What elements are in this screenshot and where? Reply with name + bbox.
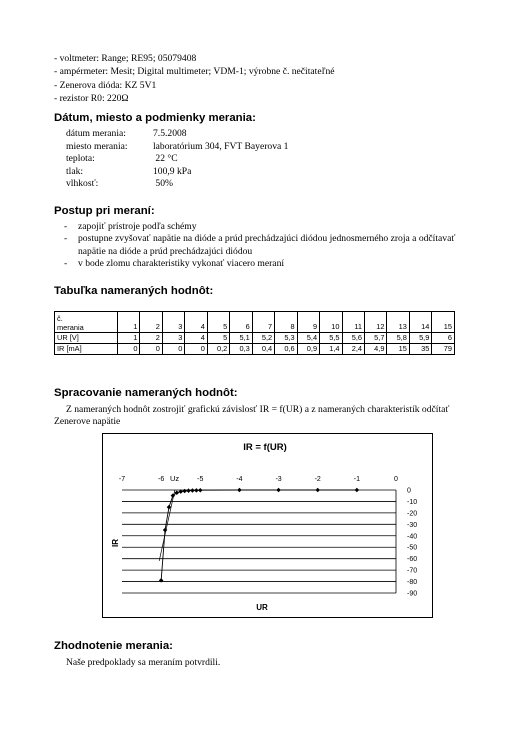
chart-y-tick-label: -40	[407, 533, 418, 541]
table-cell: 8	[275, 312, 297, 333]
table-cell: 5,4	[297, 333, 319, 344]
table-cell: 4,9	[364, 344, 386, 355]
table-cell: 0	[140, 344, 162, 355]
chart	[102, 433, 433, 618]
condition-value: 50%	[153, 178, 173, 190]
table-cell: 5,6	[342, 333, 364, 344]
condition-row	[66, 141, 288, 154]
condition-label: dátum merania:	[66, 128, 126, 139]
condition-row	[66, 178, 288, 191]
table-cell: 0	[118, 344, 140, 355]
chart-x-tick-label: -7	[118, 476, 126, 483]
chart-y-tick-label: -80	[407, 579, 418, 587]
table-cell: 11	[342, 312, 364, 333]
condition-row	[66, 153, 288, 166]
condition-value: 7.5.2008	[153, 128, 187, 139]
procedure-step-text: postupne zvyšovať napätie na dióde a prúd prechádzajúci diódou jednosmerného zroja a odčítavať napätie na dióde a prúd prechádzajúci diódou	[78, 233, 456, 257]
table-cell: 0,4	[252, 344, 274, 355]
equipment-list	[54, 52, 335, 106]
condition-value: 100,9 kPa	[153, 165, 192, 177]
chart-y-tick-label: -60	[407, 556, 418, 564]
table-cell: 0	[162, 344, 184, 355]
chart-x-tick-label: -1	[353, 476, 360, 483]
procedure-list	[64, 221, 484, 271]
table-cell: 35	[409, 344, 431, 355]
table-cell: 5,3	[275, 333, 297, 344]
table-row	[55, 333, 455, 344]
processing-heading: Spracovanie nameraných hodnôt:	[54, 387, 238, 399]
table-cell: 0,9	[297, 344, 319, 355]
table-cell: 15	[432, 312, 455, 333]
condition-row	[66, 166, 288, 179]
table-cell: 6	[432, 333, 455, 344]
table-cell: 2	[140, 333, 162, 344]
equipment-item: - ampérmeter: Mesit; Digital multimeter; VDM-1; výrobne č. nečitateľné	[54, 66, 335, 78]
condition-value: 22 °C	[153, 153, 178, 165]
table-cell: 1	[118, 312, 140, 333]
condition-label: vlhkosť:	[66, 178, 99, 190]
chart-x-tick-label: 0	[394, 476, 398, 483]
table-row	[55, 312, 455, 333]
chart-y-tick-label: 0	[407, 487, 411, 495]
chart-title: IR = f(UR)	[243, 442, 287, 453]
table-cell: 3	[162, 312, 184, 333]
table-cell: 5,2	[252, 333, 274, 344]
table-cell: 15	[387, 344, 409, 355]
chart-y-tick-label: -90	[407, 590, 418, 598]
measurement-table	[54, 311, 455, 355]
condition-row	[66, 128, 288, 141]
table-cell: 13	[387, 312, 409, 333]
chart-x-label: UR	[256, 603, 268, 612]
table-cell: 0,3	[230, 344, 252, 355]
procedure-heading: Postup pri meraní:	[54, 205, 155, 217]
condition-label: miesto merania:	[66, 140, 128, 152]
table-cell: 12	[364, 312, 386, 333]
conclusion-text: Naše predpoklady sa meraním potvrdili.	[66, 657, 221, 668]
chart-x-tick-label: -6	[158, 476, 165, 483]
table-cell: 0,6	[275, 344, 297, 355]
table-cell: 1	[118, 333, 140, 344]
table-cell: 0	[185, 344, 207, 355]
chart-y-tick-label: -10	[407, 498, 418, 506]
table-row	[55, 344, 455, 355]
table-cell: 3	[162, 333, 184, 344]
table-cell: 2	[140, 312, 162, 333]
chart-y-label: IR	[111, 539, 120, 547]
table-cell: 5,5	[320, 333, 342, 344]
procedure-step: - v bode zlomu charakteristiky vykonať viacero meraní	[64, 258, 484, 270]
table-cell: 7	[252, 312, 274, 333]
table-cell: 10	[320, 312, 342, 333]
table-cell: 9	[297, 312, 319, 333]
table-cell: 5	[207, 333, 229, 344]
table-cell: 5,1	[230, 333, 252, 344]
table-cell: 1,4	[320, 344, 342, 355]
procedure-step: - zapojiť prístroje podľa schémy	[64, 221, 484, 233]
table-cell: 79	[432, 344, 455, 355]
procedure-step-text: zapojiť prístroje podľa schémy	[78, 221, 197, 232]
table-cell: 5,7	[364, 333, 386, 344]
chart-annotation: Uz	[170, 474, 180, 483]
conditions-heading: Dátum, miesto a podmienky merania:	[54, 112, 256, 124]
procedure-step: - postupne zvyšovať napätie na dióde a prúd prechádzajúci diódou jednosmerného zroja a odčítavať napätie na dióde a prúd prechádzajúci diódou	[64, 233, 484, 258]
chart-area	[102, 433, 433, 618]
table-cell: 4	[185, 312, 207, 333]
equipment-item: - Zenerova dióda: KZ 5V1	[54, 79, 157, 91]
chart-x-tick-label: -3	[275, 476, 282, 483]
chart-y-tick-label: -70	[407, 567, 418, 575]
table-heading: Tabuľka nameraných hodnôt:	[54, 285, 214, 297]
table-cell: 5,9	[409, 333, 431, 344]
condition-label: teplota:	[66, 153, 95, 165]
processing-text: Z nameraných hodnôt zostrojiť grafickú závislosť IR = f(UR) a z nameraných charakteristík odčítať Zenerove napätie	[54, 404, 450, 427]
table-cell: 2,4	[342, 344, 364, 355]
table-cell: 0,2	[207, 344, 229, 355]
condition-value: laboratórium 304, FVT Bayerova 1	[153, 140, 289, 152]
chart-y-tick-label: -20	[407, 510, 418, 518]
table-cell: 14	[409, 312, 431, 333]
chart-frame	[103, 434, 433, 618]
equipment-item: - voltmeter: Range; RE95; 05079408	[54, 53, 197, 64]
chart-x-tick-label: -2	[314, 476, 321, 483]
table-cell: 4	[185, 333, 207, 344]
table-cell: 5,8	[387, 333, 409, 344]
conclusion-heading: Zhodnotenie merania:	[54, 640, 173, 652]
table-cell: 6	[230, 312, 252, 333]
table-cell: 5	[207, 312, 229, 333]
chart-y-tick-label: -30	[407, 521, 418, 529]
condition-label: tlak:	[66, 165, 84, 177]
table-row-label: UR [V]	[55, 333, 118, 344]
table-header-label: č. merania	[55, 312, 118, 333]
procedure-step-text: v bode zlomu charakteristiky vykonať viacero meraní	[78, 258, 285, 270]
chart-x-tick-label: -5	[197, 476, 204, 483]
equipment-item: - rezistor R0: 220Ω	[54, 93, 129, 105]
table-row-label: IR [mA]	[55, 344, 118, 355]
conditions-list	[66, 128, 288, 191]
chart-x-tick-label: -4	[236, 476, 243, 483]
chart-y-tick-label: -50	[407, 544, 418, 552]
